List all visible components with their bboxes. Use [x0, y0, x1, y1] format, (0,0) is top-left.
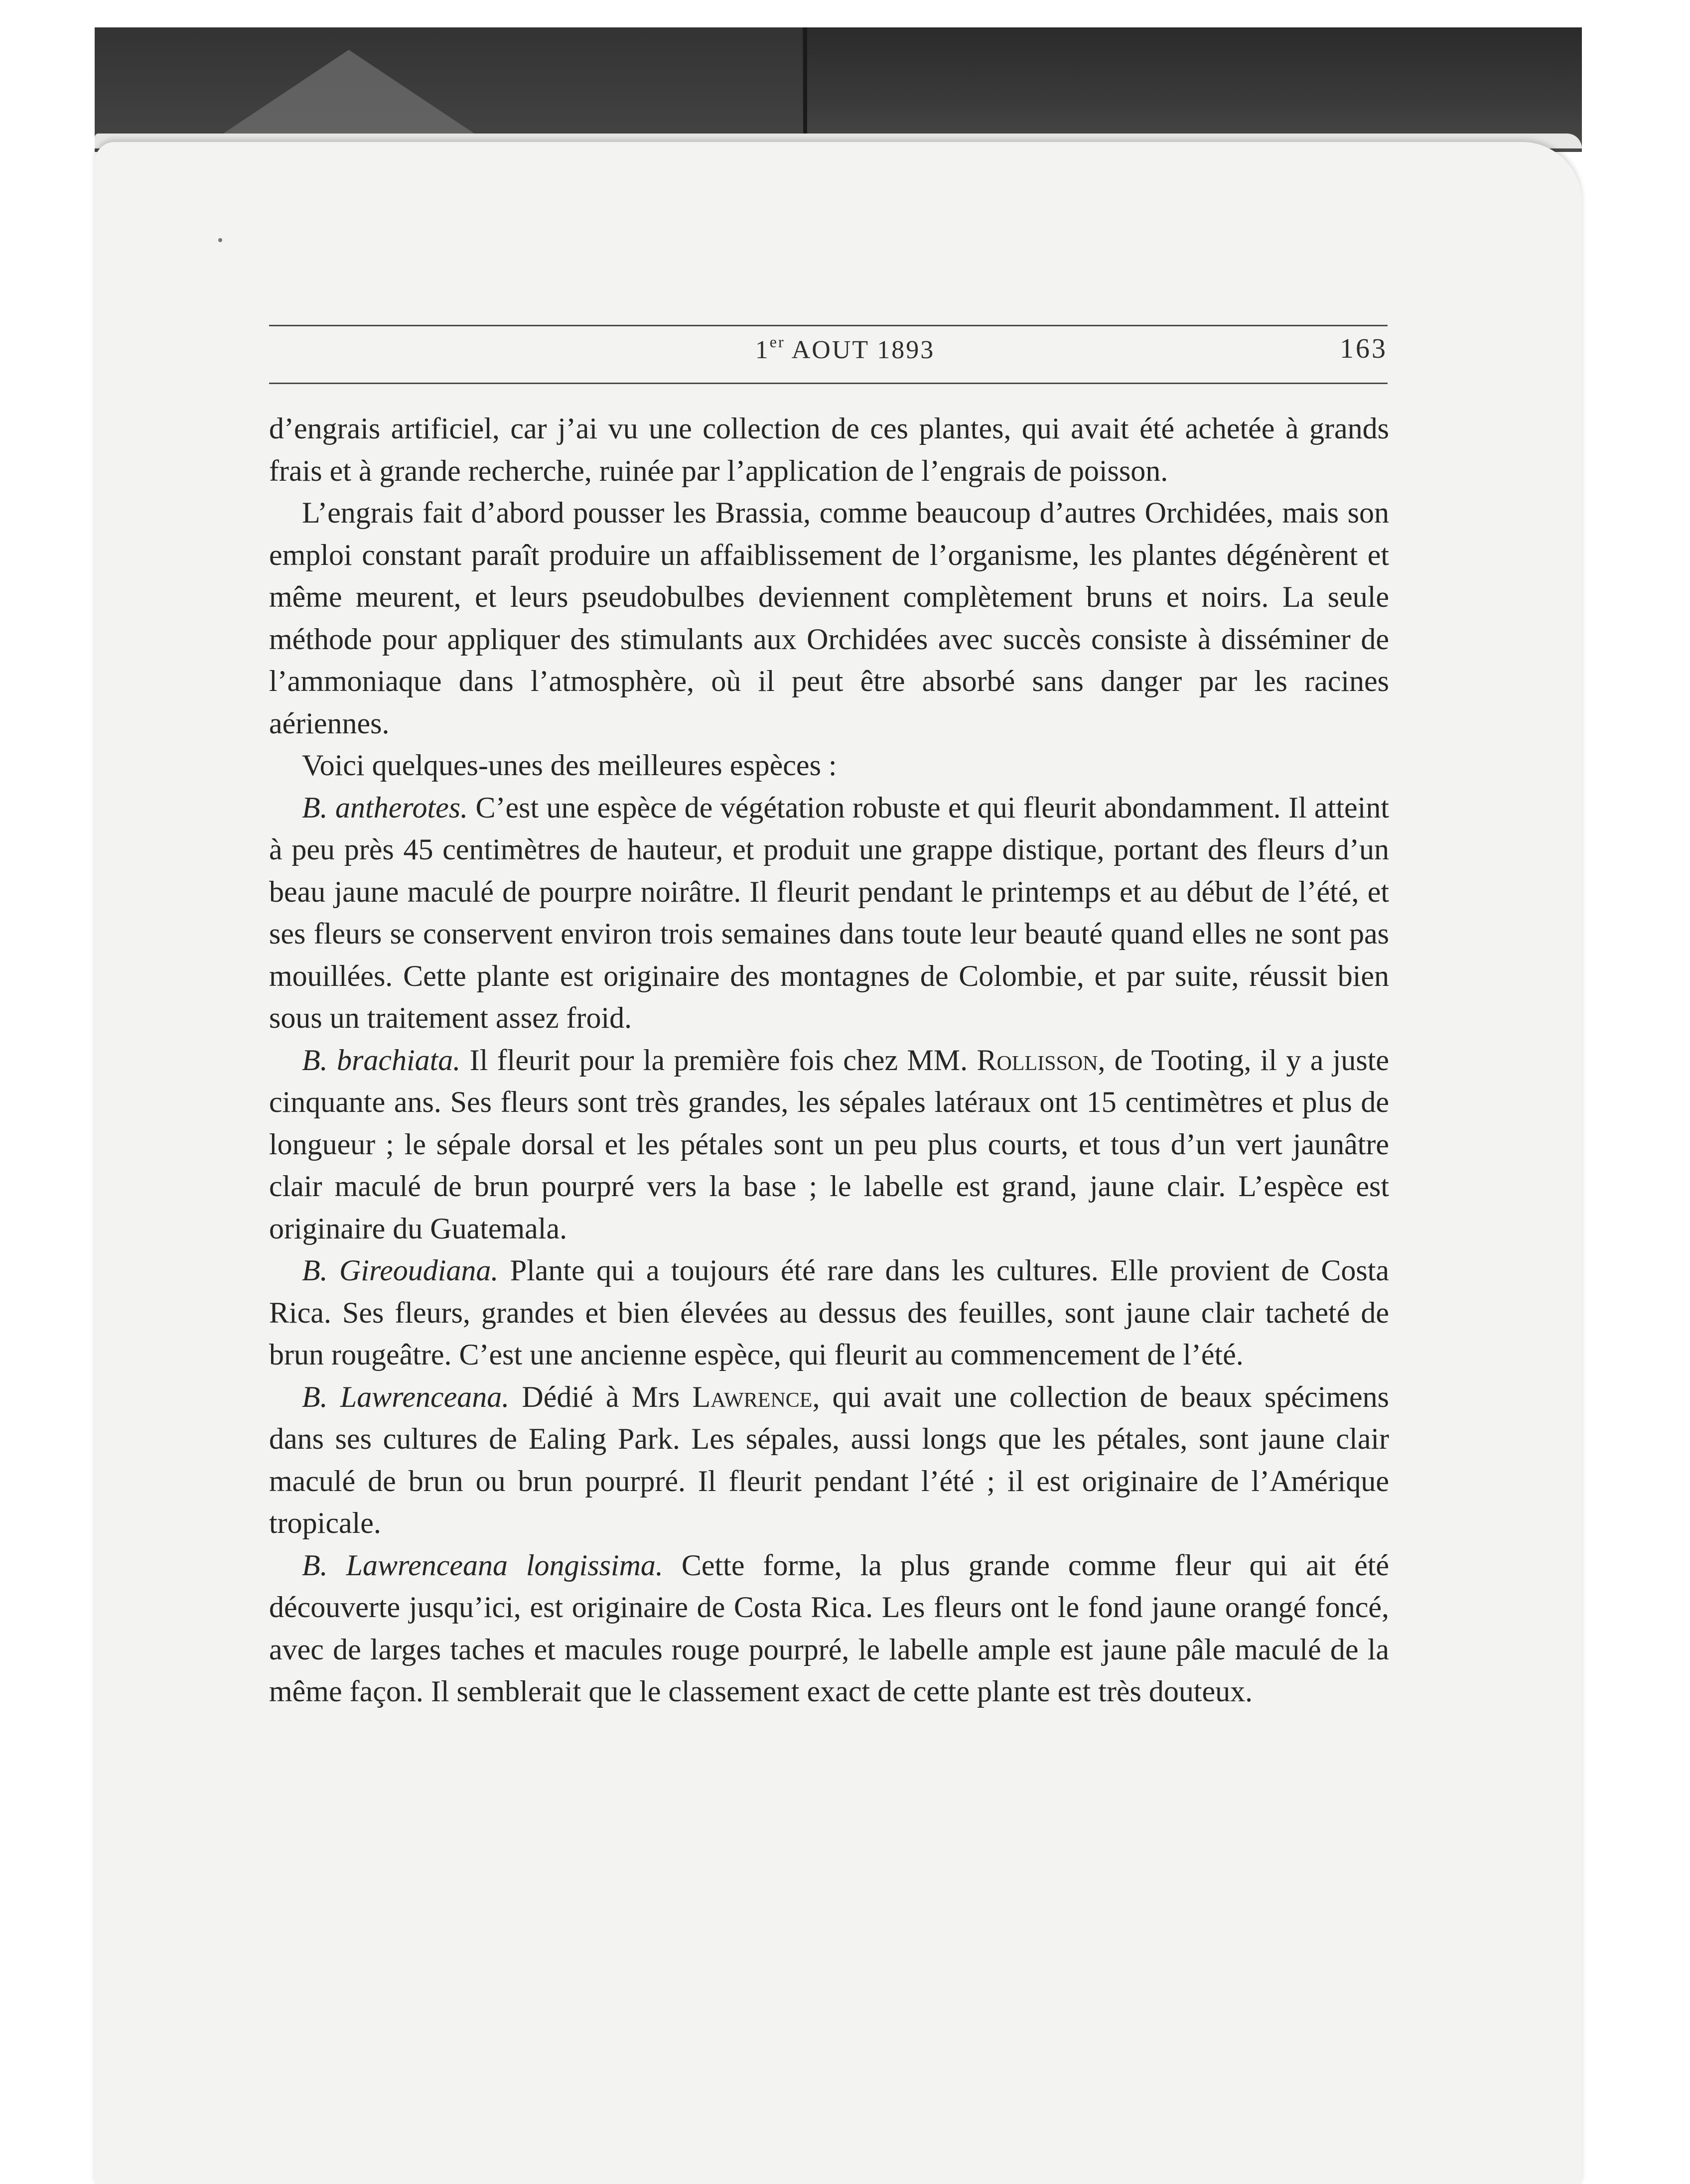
species-name: B. Lawrenceana.: [302, 1380, 510, 1413]
species-name: B. brachiata.: [302, 1043, 461, 1077]
paragraph-continuation: d’engrais artificiel, car j’ai vu une collection de ces plantes, qui avait été achetée à grands frais et à grande recherche, ruinée par l’application de l’engrais de poisson.: [269, 412, 1389, 487]
header-month-year: AOUT 1893: [791, 336, 935, 364]
header-rule-bottom: [269, 383, 1388, 384]
header-day: 1: [755, 336, 770, 364]
species-brachiata: B. brachiata. Il fleurit pour la première fois chez MM. Rollisson, de Tooting, il y a juste cinquante ans. Ses fleurs sont très grandes, les sépales latéraux ont 15 centimètres et plus de longueur ; le sépale dorsal et les pétales sont un peu plus courts, et tous d’un vert jaunâtre clair maculé de brun pourpré vers la base ; le labelle est grand, jaune clair. L’espèce est originaire du Guatemala.: [269, 1043, 1389, 1245]
species-lawrenceana-longissima: B. Lawrenceana longissima. Cette forme, la plus grande comme fleur qui ait été découverte jusqu’ici, est originaire de Costa Rica. Les fleurs ont le fond jaune orangé foncé, avec de larges taches et macules rouge pourpré, le labelle ample est jaune pâle maculé de la même façon. Il semblerait que le classement exact de cette plante est très douteux.: [269, 1548, 1389, 1708]
body-text: [269, 408, 1389, 1713]
paragraph-engrais: L’engrais fait d’abord pousser les Brassia, comme beaucoup d’autres Orchidées, mais son emploi constant paraît produire un affaiblissement de l’organisme, les plantes dégénèrent et même meurent, et leurs pseudobulbes deviennent complètement bruns et noirs. La seule méthode pour appliquer des stimulants aux Orchidées avec succès consiste à disséminer de l’ammoniaque dans l’atmosphère, où il peut être absorbé sans danger par les racines aériennes.: [269, 496, 1389, 740]
person-name: Rollisson: [977, 1043, 1098, 1077]
paragraph-species-intro: Voici quelques-unes des meilleures espèces :: [302, 749, 837, 782]
paper-speck: [218, 238, 222, 242]
running-header-date: [0, 333, 1690, 365]
header-rule-top: [269, 325, 1388, 326]
page-number: 163: [1340, 333, 1388, 364]
species-antherotes: B. antherotes. C’est une espèce de végétation robuste et qui fleurit abondamment. Il atteint à peu près 45 centimètres de hauteur, et produit une grappe distique, portant des fleurs d’un beau jaune maculé de pourpre noirâtre. Il fleurit pendant le printemps et au début de l’été, et ses fleurs se conservent environ trois semaines dans toute leur beauté quand elles ne sont pas mouillées. Cette plante est originaire des montagnes de Colombie, et par suite, réussit bien sous un traitement assez froid.: [269, 791, 1389, 1034]
species-name: B. Gireoudiana.: [302, 1254, 499, 1287]
header-day-suffix: er: [769, 333, 785, 351]
person-name: Lawrence: [692, 1380, 813, 1413]
species-lawrenceana: B. Lawrenceana. Dédié à Mrs Lawrence, qui avait une collection de beaux spécimens dans ses cultures de Ealing Park. Les sépales, aussi longs que les pétales, sont jaune clair maculé de brun ou brun pourpré. Il fleurit pendant l’été ; il est originaire de l’Amérique tropicale.: [269, 1380, 1389, 1539]
species-name: B. antherotes.: [302, 791, 468, 824]
species-gireoudiana: B. Gireoudiana. Plante qui a toujours été rare dans les cultures. Elle provient de Costa Rica. Ses fleurs, grandes et bien élevées au dessus des feuilles, sont jaune clair tacheté de brun rougeâtre. C’est une ancienne espèce, qui fleurit au commencement de l’été.: [269, 1254, 1389, 1371]
species-name: B. Lawrenceana longissima.: [302, 1548, 663, 1582]
